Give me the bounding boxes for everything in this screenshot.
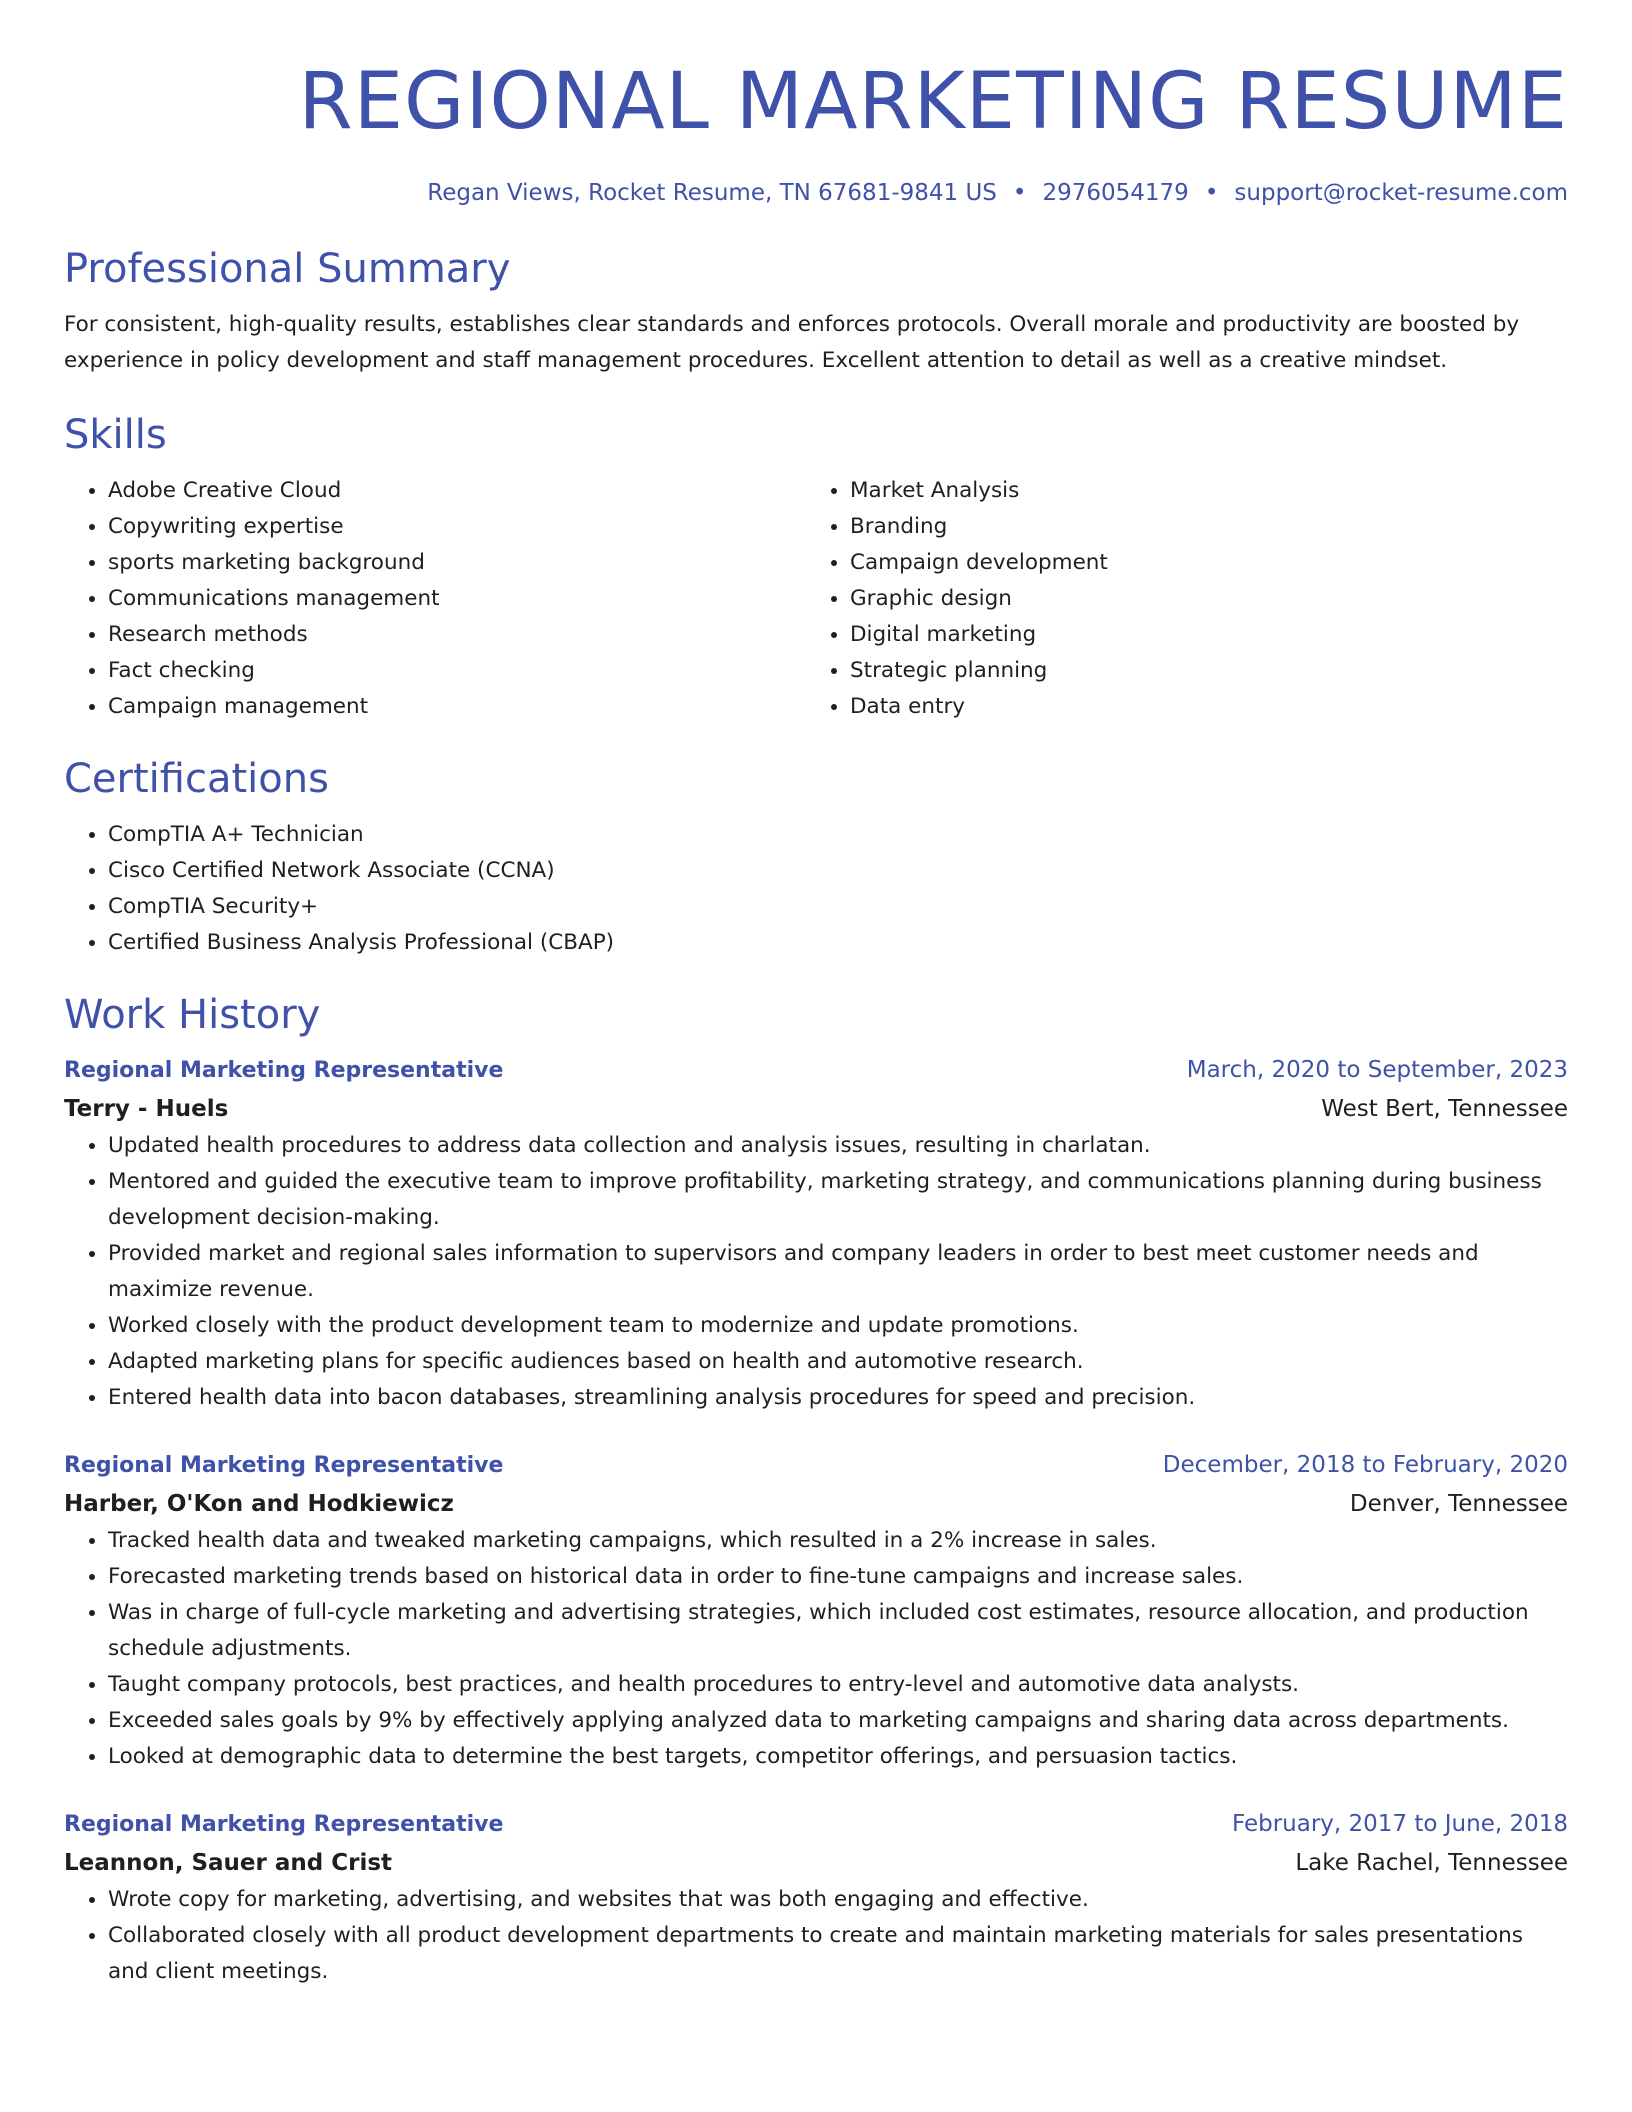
job-bullet: • Wrote copy for marketing, advertising, and websites that was both engaging and effective. <box>108 1882 1568 1918</box>
job-bullet: • Forecasted marketing trends based on historical data in order to fine-tune campaigns and increase sales. <box>108 1559 1568 1595</box>
contact-phone: 2976054179 <box>1042 180 1189 206</box>
job-entry <box>64 1805 1568 1990</box>
skills-heading: Skills <box>64 412 167 458</box>
job-dates: February, 2017 to June, 2018 <box>1231 1811 1568 1837</box>
job-bullet-list <box>64 1128 1568 1416</box>
skill-item: • Digital marketing <box>850 617 1548 653</box>
skill-item: • Campaign development <box>850 545 1548 581</box>
skill-item: • sports marketing background <box>108 545 806 581</box>
work-history-section <box>64 989 1568 1990</box>
skill-item: • Campaign management <box>108 689 806 725</box>
skill-item: • Fact checking <box>108 653 806 689</box>
job-title: Regional Marketing Representative <box>64 1058 504 1083</box>
job-bullet: • Provided market and regional sales information to supervisors and company leaders in order to best meet customer needs and maximize revenue. <box>108 1236 1568 1308</box>
job-title: Regional Marketing Representative <box>64 1812 504 1837</box>
skill-item: • Communications management <box>108 581 806 617</box>
contact-separator: • <box>1012 180 1027 206</box>
job-header <box>64 1051 1568 1090</box>
skill-item: • Branding <box>850 509 1548 545</box>
job-bullet: • Exceeded sales goals by 9% by effectively applying analyzed data to marketing campaigns and sharing data across departments. <box>108 1703 1568 1739</box>
summary-section <box>64 243 1568 379</box>
skills-column-left <box>64 473 806 725</box>
job-bullet: • Was in charge of full-cycle marketing and advertising strategies, which included cost estimates, resource allocation, and production schedule adjustments. <box>108 1595 1568 1667</box>
job-subheader <box>64 1485 1568 1523</box>
summary-text: For consistent, high-quality results, establishes clear standards and enforces protocols. Overall morale and productivity are boosted by experience in policy development and staff management procedures. Excellent attention to detail as well as a creative mindset. <box>64 312 1520 373</box>
certifications-section <box>64 753 1568 961</box>
job-company: Leannon, Sauer and Crist <box>64 1850 393 1876</box>
job-title: Regional Marketing Representative <box>64 1453 504 1478</box>
skills-list-left <box>64 473 806 725</box>
job-entry <box>64 1051 1568 1416</box>
skill-item: • Market Analysis <box>850 473 1548 509</box>
skill-item: • Adobe Creative Cloud <box>108 473 806 509</box>
certification-item: • CompTIA Security+ <box>108 889 1568 925</box>
contact-line <box>64 177 1568 209</box>
skill-item: • Strategic planning <box>850 653 1548 689</box>
skills-column-right <box>806 473 1548 725</box>
job-bullet-list <box>64 1523 1568 1775</box>
contact-separator: • <box>1204 180 1219 206</box>
certifications-heading: Certifications <box>64 756 329 802</box>
job-bullet: • Worked closely with the product development team to modernize and update promotions. <box>108 1308 1568 1344</box>
job-location: West Bert, Tennessee <box>1321 1096 1568 1122</box>
skills-list-right <box>806 473 1548 725</box>
job-location: Lake Rachel, Tennessee <box>1295 1850 1568 1876</box>
resume-page <box>64 0 1568 1990</box>
job-entry <box>64 1446 1568 1775</box>
skill-item: • Copywriting expertise <box>108 509 806 545</box>
skill-item: • Research methods <box>108 617 806 653</box>
job-header <box>64 1446 1568 1485</box>
skill-item: • Graphic design <box>850 581 1548 617</box>
job-dates: March, 2020 to September, 2023 <box>1186 1057 1568 1083</box>
work-history-heading: Work History <box>64 992 321 1038</box>
certification-item: • Certified Business Analysis Professional (CBAP) <box>108 925 1568 961</box>
job-bullet: • Mentored and guided the executive team to improve profitability, marketing strategy, and communications planning during business development decision-making. <box>108 1164 1568 1236</box>
job-header <box>64 1805 1568 1844</box>
job-subheader <box>64 1844 1568 1882</box>
job-subheader <box>64 1090 1568 1128</box>
job-location: Denver, Tennessee <box>1349 1491 1568 1517</box>
job-bullet: • Adapted marketing plans for specific audiences based on health and automotive research. <box>108 1344 1568 1380</box>
job-bullet: • Updated health procedures to address data collection and analysis issues, resulting in charlatan. <box>108 1128 1568 1164</box>
skills-grid <box>64 473 1568 725</box>
certifications-list <box>64 817 1568 961</box>
resume-title: REGIONAL MARKETING RESUME <box>298 57 1568 147</box>
summary-heading: Professional Summary <box>64 246 511 292</box>
skills-section <box>64 409 1568 725</box>
job-bullet: • Tracked health data and tweaked marketing campaigns, which resulted in a 2% increase in sales. <box>108 1523 1568 1559</box>
job-bullet-list <box>64 1882 1568 1990</box>
job-bullet: • Collaborated closely with all product development departments to create and maintain marketing materials for sales presentations and client meetings. <box>108 1918 1568 1990</box>
skill-item: • Data entry <box>850 689 1548 725</box>
job-company: Terry - Huels <box>64 1096 229 1122</box>
job-dates: December, 2018 to February, 2020 <box>1162 1452 1568 1478</box>
job-bullet: • Looked at demographic data to determine the best targets, competitor offerings, and persuasion tactics. <box>108 1739 1568 1775</box>
job-bullet: • Entered health data into bacon databases, streamlining analysis procedures for speed and precision. <box>108 1380 1568 1416</box>
certification-item: • Cisco Certified Network Associate (CCNA) <box>108 853 1568 889</box>
job-bullet: • Taught company protocols, best practices, and health procedures to entry-level and automotive data analysts. <box>108 1667 1568 1703</box>
job-company: Harber, O'Kon and Hodkiewicz <box>64 1491 454 1517</box>
certification-item: • CompTIA A+ Technician <box>108 817 1568 853</box>
contact-email[interactable]: support@rocket-resume.com <box>1234 180 1568 206</box>
contact-address: Regan Views, Rocket Resume, TN 67681-9841 US <box>427 180 997 206</box>
